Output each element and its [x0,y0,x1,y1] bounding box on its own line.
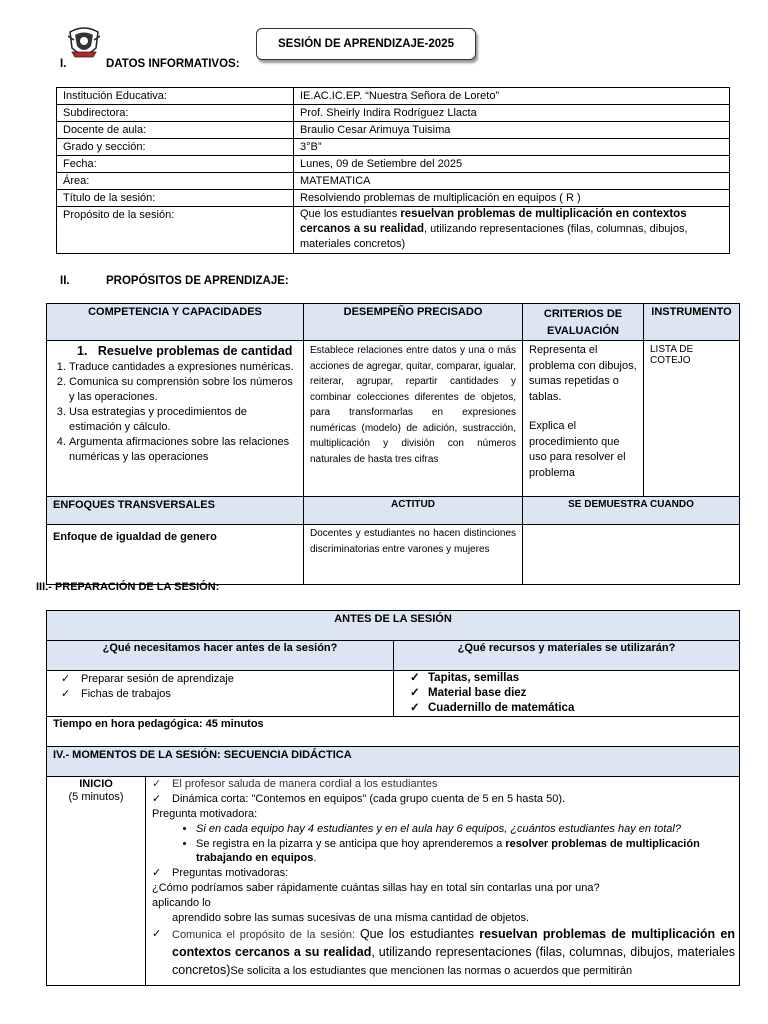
hacer-item: ✓ Fichas de trabajos [53,687,387,702]
step-dinamica: ✓ Dinámica corta: "Contemos en equipos" (cada grupo cuenta de 5 en 5 hasta 50). [150,792,735,807]
info-label: Docente de aula: [57,122,294,139]
info-table [56,87,730,254]
capacidad-item: 4. Argumenta afirmaciones sobre las relaciones numéricas y las operaciones [69,435,301,465]
tiempo-cell: Tiempo en hora pedagógica: 45 minutos [47,717,740,747]
recursos-list [400,671,733,716]
purpose-label: Propósito de la sesión: [57,207,294,254]
purposes-table [46,303,740,585]
instrumento-cell: LISTA DE COTEJO [644,341,740,497]
demuestra-cell [523,525,740,585]
criterios-cell [523,341,644,497]
info-value: Resolviendo problemas de multiplicación en equipos ( R ) [294,190,730,207]
q1-header: ¿Qué necesitamos hacer antes de la sesión? [47,641,394,671]
info-row [57,139,730,156]
info-value: Lunes, 09 de Setiembre del 2025 [294,156,730,173]
section1-number: I. [60,58,67,70]
aplicando-text: aplicando lo [152,896,211,909]
inicio-label: INICIO [79,778,113,790]
info-label: Área: [57,173,294,190]
inicio-row [47,777,740,986]
hacer-list [53,672,387,702]
preguntas-list [150,866,735,881]
info-label: Grado y sección: [57,139,294,156]
info-value: IE.AC.IC.EP. “Nuestra Señora de Loreto” [294,88,730,105]
info-row [57,156,730,173]
info-label: Fecha: [57,156,294,173]
recursos-cell [394,671,740,717]
comunica-list [150,926,735,980]
pregunta-label: Pregunta motivadora: [152,808,258,820]
inicio-time: (5 minutos) [68,791,124,803]
info-row [57,173,730,190]
inicio-cell [47,777,146,985]
hacer-cell [47,671,394,717]
enfoque-cell: Enfoque de igualdad de genero [47,525,304,585]
info-row [57,122,730,139]
info-label: Título de la sesión: [57,190,294,207]
section2-title: PROPÓSITOS DE APRENDIZAJE: [106,275,289,287]
section2-number: II. [60,275,70,287]
desempeno-cell: Establece relaciones entre datos y una o más acciones de agregar, quitar, comparar, igualar, reiterar, agrupar, repartir cantidades y combinar colecciones diferentes de objetos, para transformarlas en expresiones numéricas (modelo) de adición, sustracción, multiplicación y división con números naturales de hasta tres cifras [304,341,523,497]
info-row [57,88,730,105]
header-instrumento: INSTRUMENTO [644,304,740,341]
competencia-title: 1. Resuelve problemas de cantidad [77,344,293,358]
header-competencia: COMPETENCIA Y CAPACIDADES [47,304,304,341]
preparation-table [46,610,740,986]
enfoques-header: ENFOQUES TRANSVERSALES [47,497,304,525]
comunica-item: ✓ Comunica el propósito de la sesión: Que los estudiantes resuelvan problemas de multiplicación en contextos cercanos a su realidad, utilizando representaciones (filas, columnas, dibujos, materiales concretos)Se solicita a los estudiantes que mencionen las normas o acuerdos que permitirán [150,926,735,980]
session-title: SESIÓN DE APRENDIZAJE-2025 [256,28,476,60]
criterio-2: Explica el procedimiento que uso para resolver el problema [529,420,626,479]
competencia-cell [47,341,304,497]
info-value: Prof. Sheirly Indira Rodríguez Llacta [294,105,730,122]
info-label: Institución Educativa: [57,88,294,105]
demuestra-header: SE DEMUESTRA CUANDO [523,497,740,525]
capacidad-item: 3. Usa estrategias y procedimientos de estimación y cálculo. [69,405,301,435]
question-text: ¿Cómo podríamos saber rápidamente cuántas sillas hay en total sin contarlas una por una? [152,881,600,894]
pregunta-bullets [150,822,735,866]
criterio-1: Representa el problema con dibujos, sumas repetidas o tablas. [529,344,637,403]
step-saluda: ✓ El profesor saluda de manera cordial a los estudiantes [150,777,735,792]
preguntas-label: ✓ Preguntas motivadoras: [150,866,735,881]
school-crest-logo [66,26,102,60]
info-row [57,190,730,207]
actitud-header: ACTITUD [304,497,523,525]
purpose-value: Que los estudiantes resuelvan problemas de multiplicación en contextos cercanos a su realidad, utilizando representaciones (filas, columnas, dibujos, materiales concretos) [294,207,730,254]
recurso-item: ✓ Cuadernillo de matemática [400,701,733,716]
header-desempeno: DESEMPEÑO PRECISADO [304,304,523,341]
info-value: 3°B” [294,139,730,156]
header-criterios: CRITERIOS DE EVALUACIÓN [523,304,644,341]
section3-title: III.- PREPARACIÓN DE LA SESIÓN: [36,581,220,593]
recurso-item: ✓ Tapitas, semillas [400,671,733,686]
actitud-cell: Docentes y estudiantes no hacen distinciones discriminatorias entre varones y mujeres [304,525,523,585]
inicio-content [146,777,739,985]
bullet-pregunta: • Si en cada equipo hay 4 estudiantes y en el aula hay 6 equipos, ¿cuántos estudiantes hay en total? [196,822,735,837]
capacidades-list [51,360,301,465]
hacer-item: ✓ Preparar sesión de aprendizaje [53,672,387,687]
info-value: MATEMATICA [294,173,730,190]
recurso-item: ✓ Material base diez [400,686,733,701]
bullet-registro: • Se registra en la pizarra y se anticipa que hoy aprenderemos a resolver problemas de multiplicación trabajando en equipos. [196,837,735,866]
info-row [57,105,730,122]
section1-title: DATOS INFORMATIVOS: [106,58,240,70]
q2-header: ¿Qué recursos y materiales se utilizarán? [394,641,740,671]
info-label: Subdirectora: [57,105,294,122]
capacidad-item: 2. Comunica su comprensión sobre los números y las operaciones. [69,375,301,405]
inicio-steps [150,777,735,807]
section4-title: IV.- MOMENTOS DE LA SESIÓN: SECUENCIA DIDÁCTICA [47,747,740,777]
capacidad-item: 1. Traduce cantidades a expresiones numéricas. [69,360,301,375]
aprendido-text: aprendido sobre las sumas sucesivas de una misma cantidad de objetos. [172,911,530,924]
antes-header: ANTES DE LA SESIÓN [47,611,740,641]
info-value: Braulio Cesar Arimuya Tuisima [294,122,730,139]
